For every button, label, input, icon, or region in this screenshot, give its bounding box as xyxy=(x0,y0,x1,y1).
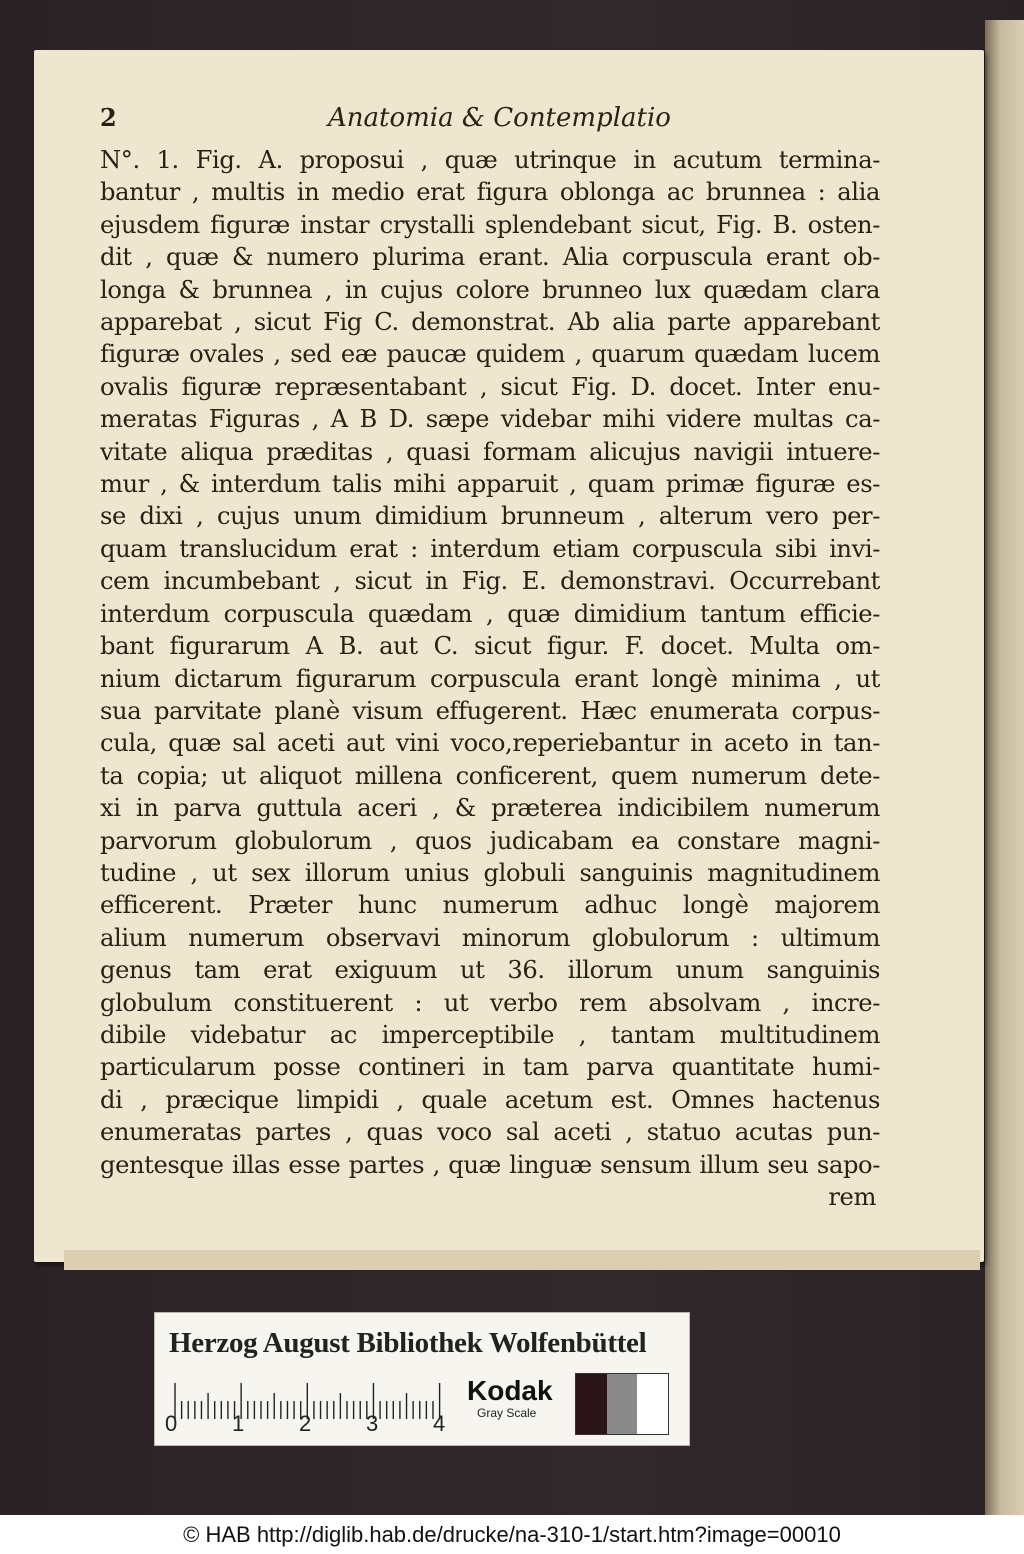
text-line: xi in parva guttula aceri , & præterea indicibilem numerum xyxy=(100,794,880,823)
text-line: genus tam erat exiguum ut 36. illorum unum sanguinis xyxy=(100,956,880,985)
text-line: nium dictarum figurarum corpuscula erant longè minima , ut xyxy=(100,664,880,693)
text-line: parvorum globulorum , quos judicabam ea constare magni- xyxy=(100,826,880,855)
text-line: efficerent. Præter hunc numerum adhuc longè majorem xyxy=(100,891,880,920)
ruler-number: 2 xyxy=(299,1411,312,1436)
text-line: di , præcique limpidi , quale acetum est. Omnes hactenus xyxy=(100,1085,880,1114)
body-text xyxy=(100,144,880,1213)
text-line: figuræ ovales , sed eæ paucæ quidem , quarum quædam lucem xyxy=(100,340,880,369)
text-line: bantur , multis in medio erat figura oblonga ac brunnea : alia xyxy=(100,178,880,207)
next-page-edge xyxy=(985,20,1024,1515)
text-line: alium numerum observavi minorum globulorum : ultimum xyxy=(100,923,880,952)
text-line: apparebat , sicut Fig C. demonstrat. Ab alia parte apparebant xyxy=(100,308,880,337)
page-bottom-edge xyxy=(64,1250,980,1270)
page-header xyxy=(100,103,671,139)
text-line: cula, quæ sal aceti aut vini voco,reperiebantur in aceto in tan- xyxy=(100,729,880,758)
page-number: 2 xyxy=(100,103,117,132)
ruler-number: 0 xyxy=(165,1411,178,1436)
text-line: N°. 1. Fig. A. proposui , quæ utrinque in acutum termina- xyxy=(100,146,880,174)
text-line: dibile videbatur ac imperceptibile , tantam multitudinem xyxy=(100,1020,880,1049)
text-line: cem incumbebant , sicut in Fig. E. demonstravi. Occurrebant xyxy=(100,567,880,596)
copyright-footer: © HAB http://diglib.hab.de/drucke/na-310-1/start.htm?image=00010 xyxy=(0,1515,1024,1554)
text-line: dit , quæ & numero plurima erant. Alia corpuscula erant ob- xyxy=(100,243,880,272)
text-line: quam translucidum erat : interdum etiam corpuscula sibi invi- xyxy=(100,534,880,563)
text-line: bant figurarum A B. aut C. sicut figur. F. docet. Multa om- xyxy=(100,632,880,661)
gray-swatch xyxy=(637,1374,668,1434)
gray-scale-swatches xyxy=(575,1373,669,1435)
text-line: ejusdem figuræ instar crystalli splendebant sicut, Fig. B. osten- xyxy=(100,210,880,239)
text-line: ovalis figuræ repræsentabant , sicut Fig. D. docet. Inter enu- xyxy=(100,372,880,401)
text-line: mur , & interdum talis mihi apparuit , quam primæ figuræ es- xyxy=(100,470,880,499)
kodak-logo: Kodak xyxy=(467,1375,553,1406)
running-head: Anatomia & Contemplatio xyxy=(328,103,671,133)
text-line: vitate aliqua præditas , quasi formam alicujus navigii intuere- xyxy=(100,437,880,466)
text-line: meratas Figuras , A B D. sæpe videbar mihi videre multas ca- xyxy=(100,405,880,434)
gray-swatch xyxy=(576,1374,607,1434)
ruler-number: 4 xyxy=(433,1411,446,1436)
gray-swatch xyxy=(607,1374,638,1434)
text-line: particularum posse contineri in tam parva quantitate humi- xyxy=(100,1053,880,1082)
text-line: se dixi , cujus unum dimidium brunneum , alterum vero per- xyxy=(100,502,880,531)
text-line: tudine , ut sex illorum unius globuli sanguinis magnitudinem xyxy=(100,858,880,887)
text-line: enumeratas partes , quas voco sal aceti , statuo acutas pun- xyxy=(100,1118,880,1147)
ruler-number: 1 xyxy=(232,1411,245,1436)
text-line: interdum corpuscula quædam , quæ dimidium tantum efficie- xyxy=(100,599,880,628)
text-line: globulum constituerent : ut verbo rem absolvam , incre- xyxy=(100,988,880,1017)
text-line: gentesque illas esse partes , quæ linguæ sensum illum seu sapo- xyxy=(100,1150,880,1179)
text-line: ta copia; ut aliquot millena conficerent, quem numerum dete- xyxy=(100,761,880,790)
catchword: rem xyxy=(828,1183,876,1211)
color-target-card xyxy=(154,1312,690,1446)
ruler-number: 3 xyxy=(366,1411,379,1436)
gray-scale-label: Gray Scale xyxy=(477,1406,537,1420)
library-name: Herzog August Bibliothek Wolfenbüttel xyxy=(169,1327,647,1359)
text-line: sua parvitate planè visum effugerent. Hæc enumerata corpus- xyxy=(100,696,880,725)
text-line: longa & brunnea , in cujus colore brunneo lux quædam clara xyxy=(100,275,880,304)
